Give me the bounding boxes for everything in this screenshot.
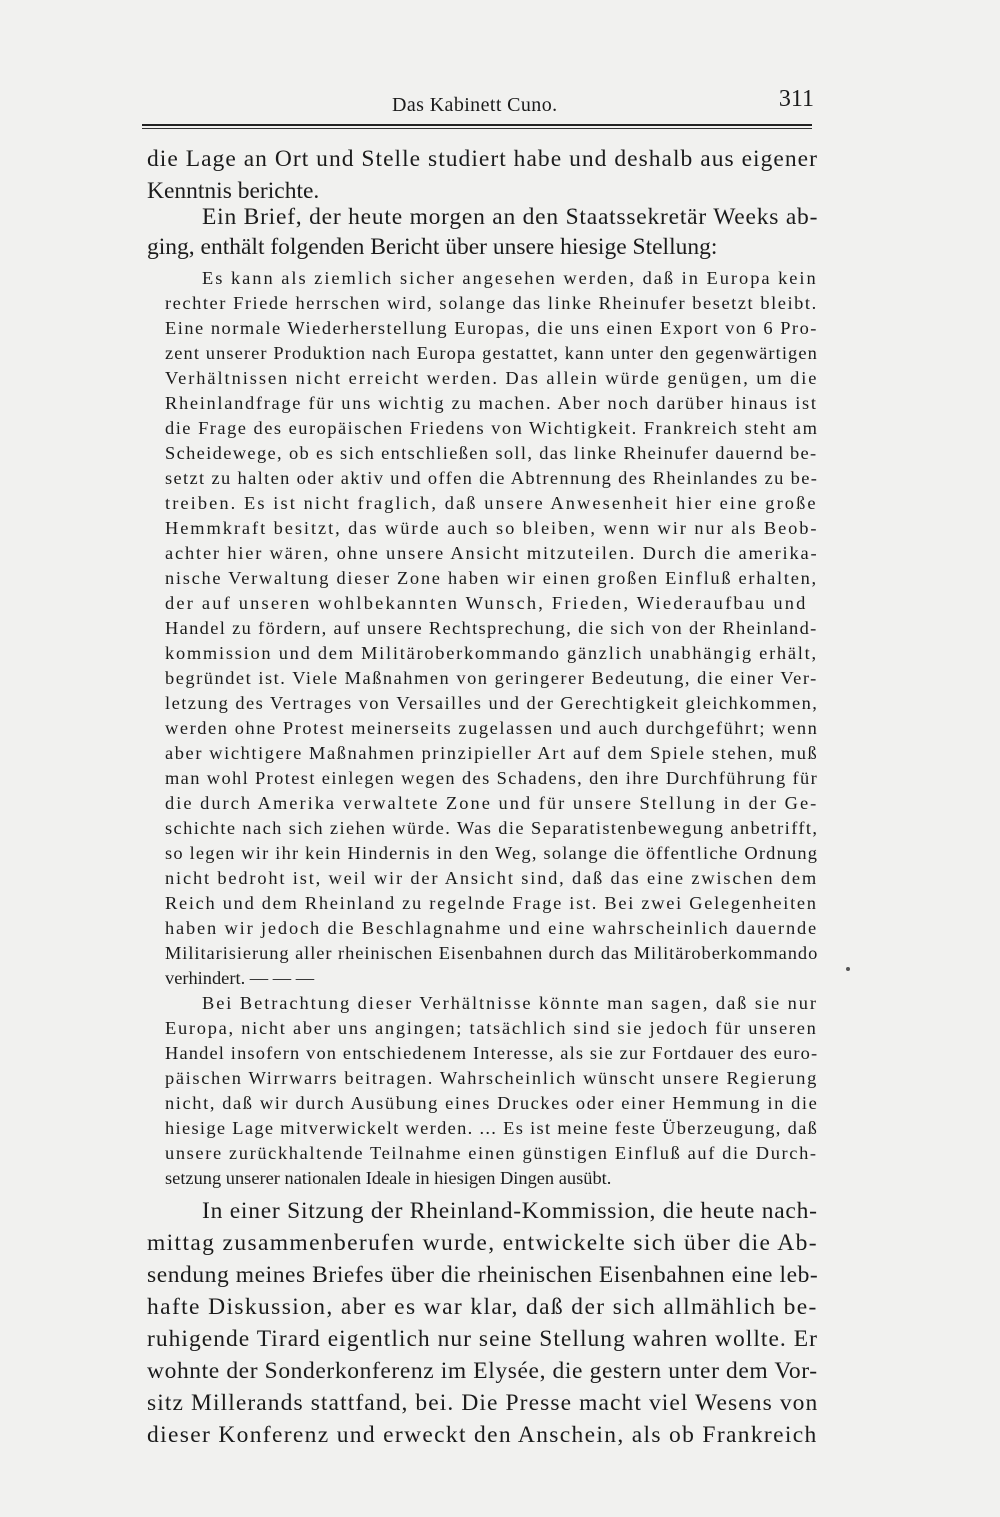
text-line: mittag zusammenberufen wurde, entwickelte sich über die Ab- [147, 1230, 818, 1256]
quote-line: zent unserer Produktion nach Europa gestattet, kann unter den gegenwärtigen [165, 343, 818, 363]
quote-line: Bei Betrachtung dieser Verhältnisse könnte man sagen, daß sie nur [202, 993, 818, 1013]
quote-line: setzung unserer nationalen Ideale in hiesigen Dingen ausübt. [165, 1168, 612, 1188]
text-line: ging, enthält folgenden Bericht über unsere hiesige Stellung: [147, 234, 718, 260]
text-line: dieser Konferenz und erweckt den Anschein, als ob Frankreich [147, 1422, 818, 1448]
running-header [142, 84, 818, 124]
running-title: Das Kabinett Cuno. [392, 94, 558, 116]
quote-line: haben wir jedoch die Beschlagnahme und eine wahrscheinlich dauernde [165, 918, 819, 938]
quote-line: nicht, daß wir durch Ausübung eines Druckes oder einer Hemmung in die [165, 1093, 819, 1113]
margin-speck [846, 967, 850, 971]
quote-line: Rheinlandfrage für uns wichtig zu machen. Aber noch darüber hinaus ist [165, 393, 818, 413]
quote-line: unsere zurückhaltende Teilnahme einen günstigen Einfluß auf die Durch- [165, 1143, 818, 1163]
quote-line: hiesige Lage mitverwickelt werden. ... Es ist meine feste Überzeugung, daß [165, 1118, 819, 1138]
quote-line: man wohl Protest einlegen wegen des Schadens, den ihre Durchführung für [165, 768, 819, 788]
quote-line: Handel insofern von entschiedenem Interesse, als sie zur Fortdauer des euro- [165, 1043, 819, 1063]
quote-line: rechter Friede herrschen wird, solange das linke Rheinufer besetzt bleibt. [165, 293, 818, 313]
quote-line: päischen Wirrwarrs beitragen. Wahrscheinlich wünscht unsere Regierung [165, 1068, 818, 1088]
quote-line: verhindert. — — — [165, 968, 315, 988]
quote-line: kommission und dem Militäroberkommando gänzlich unabhängig erhält, [165, 643, 818, 663]
quote-line: die Frage des europäischen Friedens von Wichtigkeit. Frankreich steht am [165, 418, 819, 438]
quote-line: schichte nach sich ziehen würde. Was die Separatistenbewegung anbetrifft, [165, 818, 819, 838]
quote-line: setzt zu halten oder aktiv und offen die Abtrennung des Rheinlandes zu be- [165, 468, 819, 488]
quote-line: werden ohne Protest meinerseits zugelassen und auch durchgeführt; wenn [165, 718, 819, 738]
text-line: hafte Diskussion, aber es war klar, daß der sich allmählich be- [147, 1294, 818, 1320]
quote-line: Es kann als ziemlich sicher angesehen werden, daß in Europa kein [202, 268, 818, 288]
page-number: 311 [778, 86, 814, 112]
header-rule-thin [142, 128, 812, 129]
text-line: Kenntnis berichte. [147, 178, 320, 204]
quote-line: begründet ist. Viele Maßnahmen von geringerer Bedeutung, die einer Ver- [165, 668, 818, 688]
quote-line: nische Verwaltung dieser Zone haben wir einen großen Einfluß erhalten, [165, 568, 818, 588]
quote-line: Hemmkraft besitzt, das würde auch so bleiben, wenn wir nur als Beob- [165, 518, 819, 538]
quote-line: letzung des Vertrages von Versailles und der Gerechtigkeit gleichkommen, [165, 693, 819, 713]
header-rule-thick [142, 124, 812, 126]
quote-line: Europa, nicht aber uns angingen; tatsächlich sind sie jedoch für unseren [165, 1018, 818, 1038]
text-line: Ein Brief, der heute morgen an den Staatssekretär Weeks ab- [202, 204, 819, 230]
quote-line: so legen wir ihr kein Hindernis in den Weg, solange die öffentliche Ordnung [165, 843, 819, 863]
quote-line: der auf unseren wohlbekannten Wunsch, Frieden, Wiederaufbau und [165, 593, 808, 613]
quote-line: Eine normale Wiederherstellung Europas, die uns einen Export von 6 Pro- [165, 318, 818, 338]
quote-line: nicht bedroht ist, weil wir der Ansicht sind, daß das eine zwischen dem [165, 868, 818, 888]
quote-line: die durch Amerika verwaltete Zone und für unsere Stellung in der Ge- [165, 793, 819, 813]
text-line: sitz Millerands stattfand, bei. Die Presse macht viel Wesens von [147, 1390, 819, 1416]
quote-line: Militarisierung aller rheinischen Eisenbahnen durch das Militäroberkommando [165, 943, 819, 963]
quote-line: treiben. Es ist nicht fraglich, daß unsere Anwesenheit hier eine große [165, 493, 818, 513]
quote-line: Handel zu fördern, auf unsere Rechtsprechung, die sich von der Rheinland- [165, 618, 818, 638]
quote-line: Verhältnissen nicht erreicht werden. Das allein würde genügen, um die [165, 368, 819, 388]
text-line: die Lage an Ort und Stelle studiert habe und deshalb aus eigener [147, 146, 818, 172]
quote-line: Scheidewege, ob es sich entschließen soll, das linke Rheinufer dauernd be- [165, 443, 818, 463]
text-line: sendung meines Briefes über die rheinischen Eisenbahnen eine leb- [147, 1262, 819, 1288]
quote-line: achter hier wären, ohne unsere Ansicht mitzuteilen. Durch die amerika- [165, 543, 819, 563]
text-line: wohnte der Sonderkonferenz im Elysée, die gestern unter dem Vor- [147, 1358, 818, 1384]
quote-line: aber wichtigere Maßnahmen prinzipieller Art auf dem Spiele stehen, muß [165, 743, 819, 763]
text-line: ruhigende Tirard eigentlich nur seine Stellung wahren wollte. Er [147, 1326, 818, 1352]
text-line: In einer Sitzung der Rheinland-Kommission, die heute nach- [202, 1198, 818, 1224]
quote-line: Reich und dem Rheinland zu regelnde Frage ist. Bei zwei Gelegenheiten [165, 893, 818, 913]
